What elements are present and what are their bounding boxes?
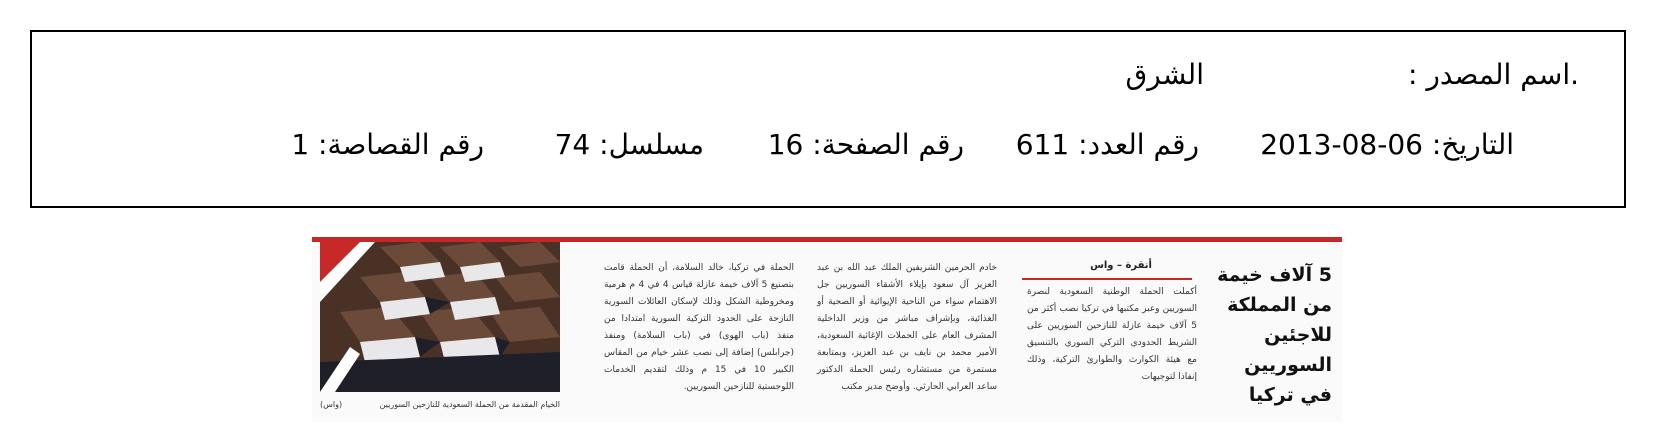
clip-number-field: رقم القصاصة: 1 — [291, 128, 484, 161]
date-field: التاريخ: 06-08-2013 — [1260, 128, 1514, 161]
byline-divider — [1022, 278, 1192, 280]
page-field: رقم الصفحة: 16 — [767, 128, 964, 161]
photo-caption: الخيام المقدمة من الحملة السعودية للنازحين السوريين — [379, 400, 560, 409]
clipping-metadata-box — [30, 30, 1626, 208]
issue-field: رقم العدد: 611 — [1015, 128, 1199, 161]
article-column-1 — [1027, 284, 1197, 386]
column-1-text: أكملت الحملة الوطنية السعودية لنصرة السوريين وعبر مكتبها في تركيا نصب أكثر من 5 آلاف خيمة عازلة للنازحين السوريين على الشريط الحدودي التركي السوري بالتنسيق مع هيئة الكوارث والطوارئ التركية، وذلك إنفاذا لتوجيهات — [1027, 287, 1197, 382]
article-headline: 5 آلاف خيمة من المملكة للاجئين السوريين في تركيا — [1217, 264, 1332, 406]
article-column-3 — [604, 260, 794, 396]
column-3-text: الحملة في تركيا، خالد السلامة، أن الحملة قامت بتصنيع 5 آلاف خيمة عازلة قياس 4 في 4 م هرمية ومخروطية الشكل وذلك لإسكان العائلات السورية النازحة على الحدود التركية السورية امتدادا من منفذ (باب الهوى) في (باب السلامة) ومنفذ (جرابلس) إضافة إلى نصب عشر خيام من المقاس الكبير 10 في 15 م وذلك لتقديم الخدمات اللوجستية للنازحين السوريين. — [604, 263, 794, 392]
source-value: الشرق — [1125, 58, 1204, 91]
source-label: .اسم المصدر : — [1407, 58, 1579, 91]
article-column-2 — [817, 260, 997, 396]
article-byline: أنقرة – واس — [1090, 260, 1152, 271]
tents-photo-graphic — [320, 242, 560, 392]
photo-credit: (واس) — [320, 400, 343, 409]
photo-caption-row — [320, 400, 560, 409]
newspaper-clipping — [312, 237, 1342, 422]
tents-photo — [320, 242, 560, 392]
serial-field: مسلسل: 74 — [554, 128, 704, 161]
column-2-text: خادم الحرمين الشريفين الملك عبد الله بن عبد العزيز آل سعود بإيلاء الأشقاء السوريين جل الاهتمام سواء من الناحية الإيوائية أو الصحية أو الغذائية، وبإشراف مباشر من وزير الداخلية المشرف العام على الحملات الإغاثية السعودية، الأمير محمد بن نايف بن عبد العزيز، وبمتابعة مستمرة من مستشاره رئيس الحملة الدكتور ساعد العرابي الحارثي. وأوضح مدير مكتب — [817, 263, 997, 392]
